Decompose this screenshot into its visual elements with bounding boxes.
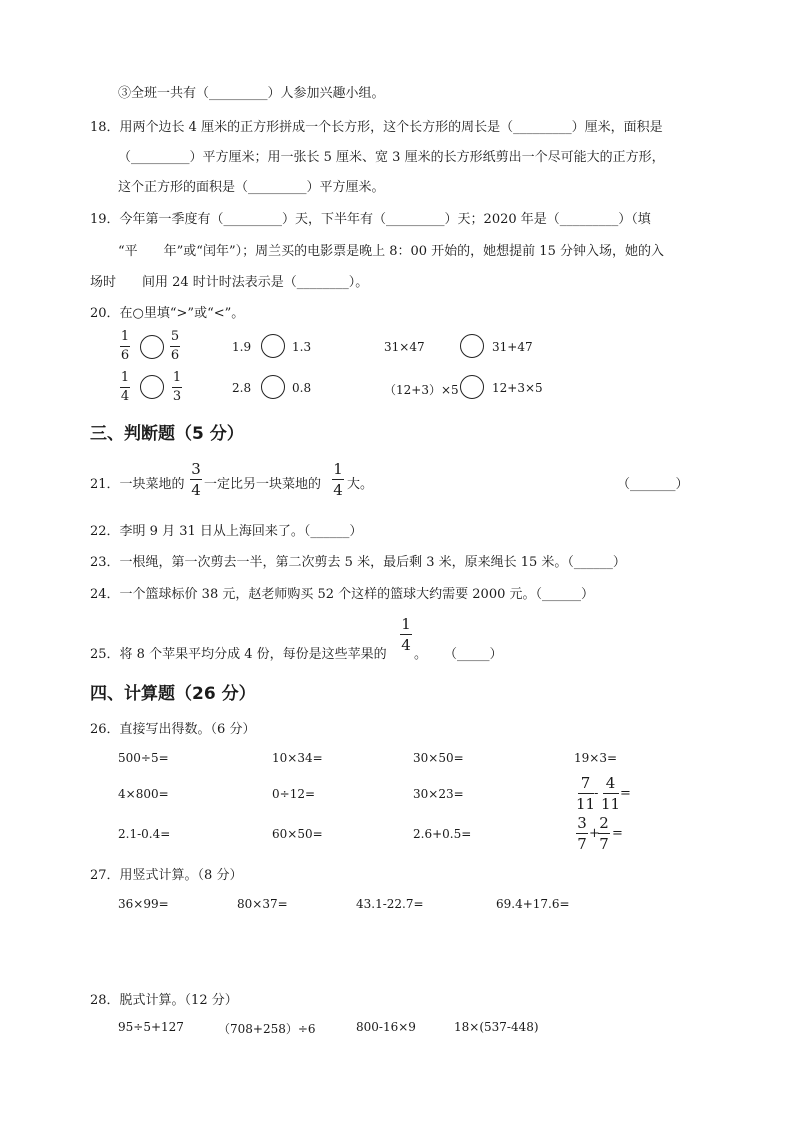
numerator: 1	[401, 615, 411, 633]
q28-item-4: 18×(537-448)	[454, 1020, 539, 1034]
q26-r3-frac-2	[598, 815, 610, 852]
numerator: 1	[333, 460, 343, 478]
q26-r3-frac-1	[576, 815, 588, 852]
q21-prefix: 21．一块菜地的	[90, 477, 185, 492]
q26-r2-equals: =	[620, 786, 631, 801]
q26-r3-c2: 60×50=	[272, 827, 323, 841]
q20-r2-right-fraction	[172, 371, 182, 404]
section-title-calculation: 四、计算题（26 分）	[90, 684, 256, 704]
q28-item-1: 95÷5+127	[118, 1020, 184, 1034]
q20-c2-r2-right: 0.8	[292, 381, 312, 395]
q18-line2: （_________）平方厘米；用一张长 5 厘米、宽 3 厘米的长方形纸剪出一个尽可能大的正方形，	[118, 150, 665, 165]
q25-fraction	[400, 616, 412, 653]
denominator: 7	[599, 835, 609, 853]
q25-suffix: 。	[414, 647, 428, 662]
q20-c3-r2-right: 12+3×5	[492, 381, 543, 395]
q20-c2-r1-left: 1.9	[232, 340, 252, 354]
numerator: 3	[191, 460, 201, 478]
q20-c3-r1-right: 31+47	[492, 340, 533, 354]
denominator: 4	[120, 389, 130, 404]
numerator: 4	[605, 774, 616, 792]
q27-item-3: 43.1-22.7=	[356, 897, 424, 911]
q27-item-2: 80×37=	[237, 897, 288, 911]
q26-r1-c2: 10×34=	[272, 751, 323, 765]
q19-line2: “平 年”或“闰年”）；周兰买的电影票是晚上 8：00 开始的，她想提前 15 分钟入场，她的入	[118, 244, 664, 259]
q21-middle: 一定比另一块菜地的	[204, 477, 322, 492]
q20-r2-answer-circle[interactable]	[140, 375, 164, 399]
denominator: 11	[601, 795, 621, 813]
denominator: 11	[576, 795, 596, 813]
q21-fraction-1	[190, 461, 202, 498]
numerator: 2	[599, 814, 609, 832]
q27-title: 27．用竖式计算。（8 分）	[90, 868, 243, 883]
q21-fraction-2	[332, 461, 344, 498]
q26-r2-operator: -	[594, 786, 599, 801]
q20-c2-r2-answer-circle[interactable]	[261, 375, 285, 399]
q26-r3-operator: +	[589, 826, 600, 841]
denominator: 3	[172, 389, 182, 404]
q27-item-1: 36×99=	[118, 897, 169, 911]
q19-line3: 场时 间用 24 时计时法表示是（________）。	[90, 275, 369, 290]
q20-c3-r1-left: 31×47	[384, 340, 425, 354]
q26-r2-c1: 4×800=	[118, 787, 169, 801]
denominator: 6	[170, 348, 180, 363]
numerator: 1	[172, 370, 182, 385]
q20-r2-left-fraction	[120, 371, 130, 404]
q28-item-3: 800-16×9	[356, 1020, 416, 1034]
q20-c3-r1-answer-circle[interactable]	[460, 334, 484, 358]
q20-r1-left-fraction	[120, 330, 130, 363]
q20-c2-r1-answer-circle[interactable]	[261, 334, 285, 358]
q18-line3: 这个正方形的面积是（_________）平方厘米。	[118, 180, 385, 195]
q20-r1-right-fraction	[170, 330, 180, 363]
q26-r2-frac-1	[576, 775, 595, 812]
q17-text: ③全班一共有（_________）人参加兴趣小组。	[118, 86, 385, 101]
numerator: 5	[170, 329, 180, 344]
q22-text: 22．李明 9 月 31 日从上海回来了。（______）	[90, 524, 363, 539]
q20-c2-r2-left: 2.8	[232, 381, 252, 395]
q26-r1-c1: 500÷5=	[118, 751, 169, 765]
q26-r3-c3: 2.6+0.5=	[413, 827, 472, 841]
q26-title: 26．直接写出得数。（6 分）	[90, 722, 256, 737]
q21-answer-blank[interactable]: （_______）	[617, 477, 689, 492]
q23-text: 23．一根绳，第一次剪去一半，第二次剪去 5 米，最后剩 3 米，原来绳长 15 米。（______）	[90, 555, 626, 570]
denominator: 7	[577, 835, 587, 853]
q24-text: 24．一个篮球标价 38 元，赵老师购买 52 个这样的篮球大约需要 2000 元。（______）	[90, 587, 595, 602]
q26-r3-equals: =	[612, 826, 623, 841]
q19-line1: 19．今年第一季度有（_________）天，下半年有（_________）天；2020 年是（_________）（填	[90, 212, 651, 227]
q20-title: 20．在○里填“>”或“<”。	[90, 306, 245, 321]
q27-item-4: 69.4+17.6=	[496, 897, 570, 911]
q26-r3-c1: 2.1-0.4=	[118, 827, 171, 841]
q25-prefix: 25．将 8 个苹果平均分成 4 份，每份是这些苹果的	[90, 647, 387, 662]
denominator: 4	[191, 481, 201, 499]
q28-title: 28．脱式计算。（12 分）	[90, 993, 238, 1008]
q26-r2-c2: 0÷12=	[272, 787, 316, 801]
section-title-judgement: 三、判断题（5 分）	[90, 424, 244, 444]
q28-item-2: （708+258）÷6	[218, 1022, 316, 1036]
q26-r2-c3: 30×23=	[413, 787, 464, 801]
numerator: 1	[120, 329, 130, 344]
denominator: 6	[120, 348, 130, 363]
denominator: 4	[333, 481, 343, 499]
q26-r2-frac-2	[601, 775, 620, 812]
q20-c3-r2-answer-circle[interactable]	[460, 375, 484, 399]
q26-r1-c3: 30×50=	[413, 751, 464, 765]
q20-r1-answer-circle[interactable]	[140, 335, 164, 359]
numerator: 3	[577, 814, 587, 832]
numerator: 1	[120, 370, 130, 385]
denominator: 4	[401, 636, 411, 654]
q20-c2-r1-right: 1.3	[292, 340, 312, 354]
q20-c3-r2-left: （12+3）×5	[384, 383, 459, 397]
q18-line1: 18．用两个边长 4 厘米的正方形拼成一个长方形，这个长方形的周长是（_________）厘米，面积是	[90, 120, 663, 135]
numerator: 7	[580, 774, 591, 792]
q21-suffix: 大。	[347, 477, 374, 492]
q25-answer-blank[interactable]: （_____）	[444, 647, 503, 662]
q26-r1-c4: 19×3=	[574, 751, 618, 765]
